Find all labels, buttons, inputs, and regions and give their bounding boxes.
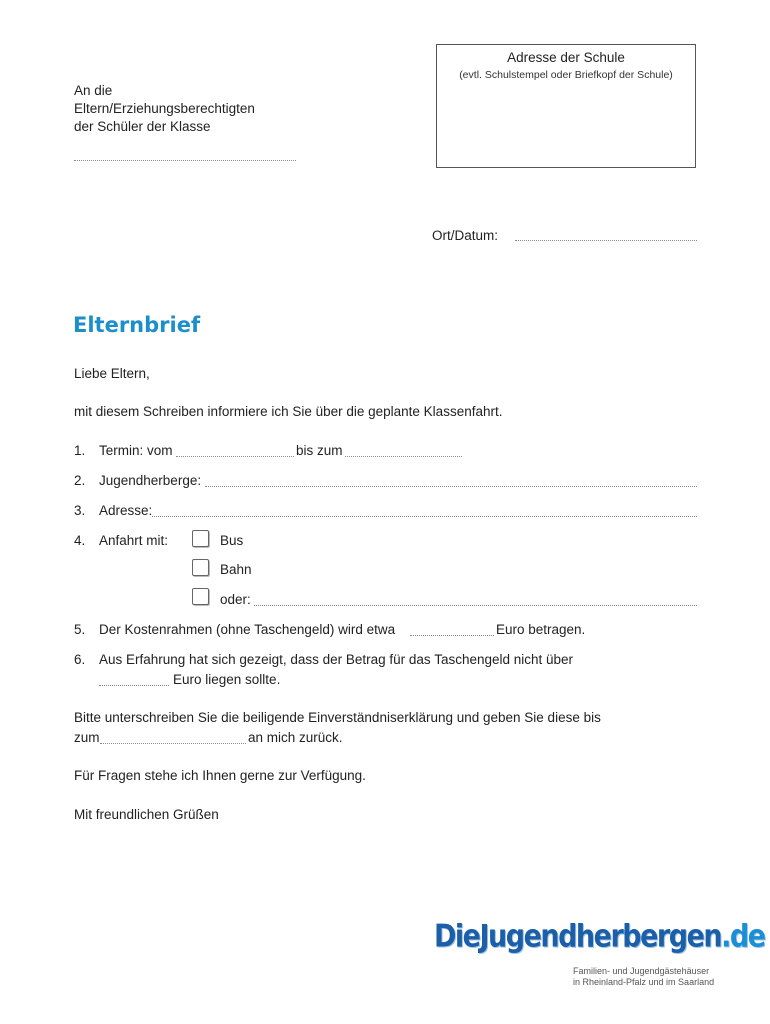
brand-tagline <box>573 966 714 988</box>
recipient-line-2: Eltern/Erziehungsberechtigten <box>74 101 255 116</box>
pocket-money-field[interactable] <box>99 685 169 686</box>
brand-logo <box>434 919 765 955</box>
school-address-subtitle: (evtl. Schulstempel oder Briefkopf der Schule) <box>459 69 673 81</box>
address-field[interactable] <box>152 516 697 517</box>
school-address-box <box>436 44 696 168</box>
date-to-field[interactable] <box>345 456 462 457</box>
item-3-number: 3. <box>74 503 86 518</box>
place-date-label: Ort/Datum: <box>432 228 499 243</box>
class-field[interactable] <box>74 160 296 161</box>
document-title: Elternbrief <box>73 313 201 337</box>
questions-text: Für Fragen stehe ich Ihnen gerne zur Verfügung. <box>74 768 366 783</box>
brand-logo-main: DieJugendherbergen <box>434 919 722 955</box>
school-address-title: Adresse der Schule <box>507 50 625 65</box>
cost-field[interactable] <box>410 635 494 636</box>
request-prefix: zum <box>74 730 100 745</box>
bahn-checkbox[interactable] <box>192 559 209 576</box>
brand-tagline-1: Familien- und Jugendgästehäuser <box>573 966 710 976</box>
recipient-block <box>74 82 255 136</box>
other-checkbox[interactable] <box>192 588 209 605</box>
brand-logo-tld: .de <box>721 919 765 955</box>
brand-tagline-2: in Rheinland-Pfalz und im Saarland <box>573 977 715 987</box>
item-2-label: Jugendherberge: <box>99 473 202 488</box>
recipient-line-1: An die <box>74 83 113 98</box>
bahn-label: Bahn <box>220 562 252 577</box>
bus-checkbox[interactable] <box>192 530 209 547</box>
return-date-field[interactable] <box>100 743 246 744</box>
item-6-line-1: Aus Erfahrung hat sich gezeigt, dass der Betrag für das Taschengeld nicht über <box>99 652 574 667</box>
request-line-1: Bitte unterschreiben Sie die beiligende Einverständniserklärung und geben Sie diese bis <box>74 710 601 725</box>
item-6-suffix: Euro liegen sollte. <box>173 672 281 687</box>
item-1-number: 1. <box>74 443 86 458</box>
item-5-label: Der Kostenrahmen (ohne Taschengeld) wird etwa <box>99 622 396 637</box>
other-label: oder: <box>220 592 251 607</box>
item-3-label: Adresse: <box>99 503 153 518</box>
recipient-line-3: der Schüler der Klasse <box>74 119 211 134</box>
bus-label: Bus <box>220 533 244 548</box>
item-1-label: Termin: vom <box>99 443 173 458</box>
item-4-label: Anfahrt mit: <box>99 533 169 548</box>
request-suffix: an mich zurück. <box>248 730 343 745</box>
item-6-number: 6. <box>74 652 86 667</box>
other-transport-field[interactable] <box>254 605 697 606</box>
hostel-field[interactable] <box>205 486 697 487</box>
intro-text: mit diesem Schreiben informiere ich Sie über die geplante Klassenfahrt. <box>74 404 503 419</box>
item-4-number: 4. <box>74 533 86 548</box>
item-2-number: 2. <box>74 473 86 488</box>
closing-text: Mit freundlichen Grüßen <box>74 807 219 822</box>
place-date-field[interactable] <box>515 240 697 241</box>
item-1-label-2: bis zum <box>296 443 343 458</box>
date-from-field[interactable] <box>176 456 294 457</box>
item-5-suffix: Euro betragen. <box>496 622 586 637</box>
item-5-number: 5. <box>74 622 86 637</box>
greeting: Liebe Eltern, <box>74 366 150 381</box>
